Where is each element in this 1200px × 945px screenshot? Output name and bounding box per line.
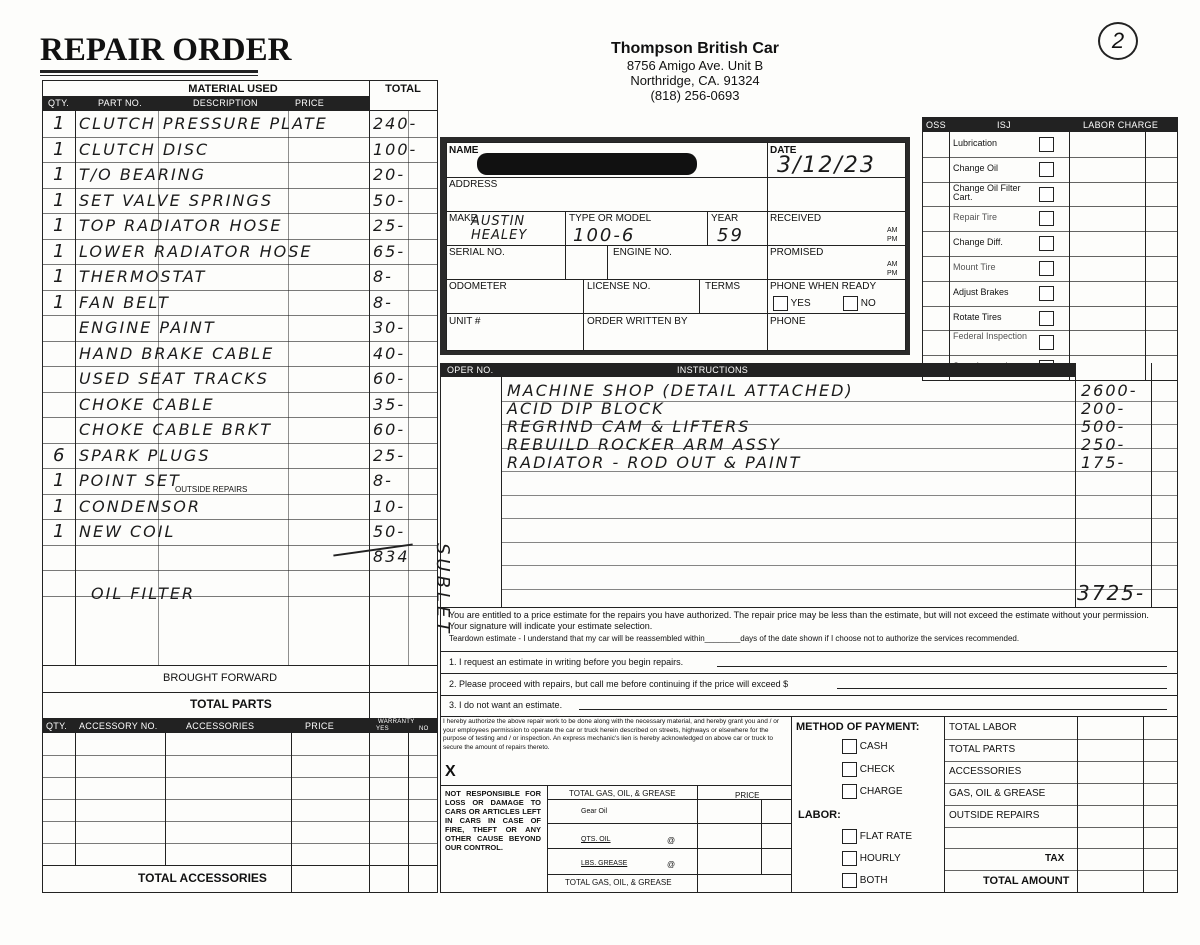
- year-value: 59: [717, 225, 744, 246]
- material-qty: 1: [53, 521, 67, 542]
- outside-repairs-label: OUTSIDE REPAIRS: [175, 485, 248, 494]
- total-parts-label: TOTAL PARTS: [949, 743, 1016, 755]
- material-description: CHOKE CABLE: [79, 394, 215, 414]
- charge-option[interactable]: [842, 784, 903, 799]
- license-label: LICENSE NO.: [587, 281, 651, 292]
- material-total: 10-: [373, 496, 406, 516]
- totals-row-line: [945, 870, 1177, 871]
- services-panel: [922, 117, 1178, 381]
- shop-city: Northridge, CA. 91324: [630, 73, 760, 88]
- material-total: 20-: [373, 165, 406, 184]
- shop-name: Thompson British Car: [610, 40, 779, 57]
- service-label: Adjust Brakes: [953, 286, 1009, 297]
- lbs-grease-label: LBS. GREASE: [581, 860, 628, 867]
- material-description: THERMOSTAT: [79, 267, 207, 286]
- odometer-label: ODOMETER: [449, 281, 507, 292]
- hourly-checkbox[interactable]: [842, 851, 857, 866]
- phone-ready-label: PHONE WHEN READY: [770, 281, 877, 292]
- signature-x: X: [445, 763, 456, 780]
- phone-ready-yes[interactable]: [773, 296, 811, 311]
- material-row-line: [43, 188, 437, 189]
- material-qty: 1: [53, 138, 67, 160]
- material-qty: 1: [53, 266, 67, 287]
- total-accessories-label: ACCESSORIES: [949, 765, 1022, 777]
- instruction-row-line: [501, 518, 1177, 519]
- totals-row-line: [945, 827, 1177, 828]
- material-total: 8-: [373, 471, 393, 490]
- material-description: T/O BEARING: [79, 165, 207, 184]
- acc-col-name: ACCESSORIES: [186, 721, 255, 731]
- authorization-text: I hereby authorize the above repair work to be done along with the necessary material, and hereby grant you and / or your employees permission to operate the car or truck herein described on streets, highways or elsewhere for the purpose of testing and / or inspection. An express mechanic's lien is hereby acknowledged on above car or truck to secure the amount of repairs thereto.: [443, 718, 780, 751]
- acc-col-warranty: WARRANTY: [378, 719, 415, 725]
- material-row-line: [43, 468, 437, 469]
- service-checkbox[interactable]: [1039, 236, 1054, 251]
- title-underline: [40, 70, 258, 73]
- instructions-header: [441, 363, 1075, 377]
- both-option[interactable]: [842, 873, 888, 888]
- material-total: 40-: [373, 343, 406, 363]
- brought-forward-label: BROUGHT FORWARD: [163, 672, 278, 684]
- name-redaction: [477, 153, 697, 175]
- material-total: 8-: [373, 267, 393, 286]
- promised-label: PROMISED: [770, 247, 824, 258]
- material-description: POINT SET: [79, 471, 181, 490]
- unit-label: UNIT #: [449, 316, 481, 327]
- shop-header: [560, 40, 830, 103]
- date-value: 3/12/23: [777, 153, 876, 178]
- oss-label: OSS: [926, 120, 946, 130]
- material-qty: 1: [53, 164, 67, 185]
- form-title: REPAIR ORDER: [40, 32, 292, 68]
- accessory-row-line: [43, 755, 437, 756]
- material-qty: 1: [53, 189, 67, 211]
- service-row-line: [923, 281, 1177, 282]
- payment-box: [790, 716, 945, 893]
- page-number: [1098, 22, 1138, 60]
- material-row-line: [43, 366, 437, 367]
- instruction-row-line: [501, 495, 1177, 496]
- material-description: SPARK PLUGS: [79, 445, 211, 465]
- service-checkbox[interactable]: [1039, 211, 1054, 226]
- material-section-title: MATERIAL USED: [188, 83, 278, 95]
- phone-ready-no[interactable]: [843, 296, 876, 311]
- service-checkbox[interactable]: [1039, 261, 1054, 276]
- instruction-text: MACHINE SHOP (DETAIL ATTACHED): [507, 381, 854, 400]
- material-description: SET VALVE SPRINGS: [79, 190, 273, 210]
- material-description: NEW COIL: [79, 522, 176, 541]
- totals-row-line: [945, 848, 1177, 849]
- qts-oil-at: @: [667, 836, 676, 845]
- material-total: 100-: [373, 139, 418, 159]
- page-number-text: 2: [1111, 28, 1125, 53]
- material-row-line: [43, 519, 437, 520]
- material-description: HAND BRAKE CABLE: [79, 343, 275, 363]
- material-description: CLUTCH DISC: [79, 139, 210, 159]
- material-row-line: [43, 290, 437, 291]
- material-total: 60-: [373, 369, 406, 388]
- flat-rate-option[interactable]: [842, 829, 912, 844]
- check-checkbox[interactable]: [842, 762, 857, 777]
- estimate-section: [440, 607, 1178, 717]
- service-label: Repair Tire: [953, 212, 998, 223]
- material-description: CONDENSOR: [79, 496, 201, 516]
- instruction-amount: 2600-: [1081, 381, 1138, 400]
- promised-am: AM: [887, 261, 898, 268]
- service-label: Lubrication: [953, 138, 998, 148]
- material-description: ENGINE PAINT: [79, 318, 216, 337]
- customer-box: [440, 137, 910, 355]
- oil-filter-item: OIL FILTER: [91, 584, 196, 603]
- material-qty: 1: [53, 495, 67, 517]
- cash-label: CASH: [859, 741, 888, 753]
- instruction-row-line: [501, 542, 1177, 543]
- material-row-line: [43, 341, 437, 342]
- service-checkbox[interactable]: [1039, 335, 1054, 350]
- material-description: CLUTCH PRESSURE PLATE: [79, 114, 328, 133]
- accessory-row-line: [43, 777, 437, 778]
- instruction-amount: 175-: [1081, 453, 1126, 472]
- estimate-option2: 2. Please proceed with repairs, but call me before continuing if the price will exceed $: [449, 679, 789, 689]
- material-table: [42, 80, 438, 722]
- accessory-row-line: [43, 821, 437, 822]
- check-label: CHECK: [859, 764, 895, 776]
- total-labor-label: TOTAL LABOR: [949, 722, 1017, 733]
- charge-checkbox[interactable]: [842, 784, 857, 799]
- total-gas-label: GAS, OIL & GREASE: [949, 787, 1046, 799]
- accessories-table: [42, 718, 438, 893]
- material-total: 8-: [373, 292, 393, 312]
- phone-label: PHONE: [770, 316, 806, 327]
- name-label: NAME: [449, 145, 479, 156]
- service-label: Change Oil: [953, 162, 999, 173]
- material-total: 35-: [373, 394, 406, 414]
- instruction-amount: 200-: [1081, 399, 1126, 418]
- received-am: AM: [887, 227, 898, 234]
- material-total: 50-: [373, 190, 406, 210]
- check-option[interactable]: [842, 762, 895, 777]
- material-description: LOWER RADIATOR HOSE: [79, 241, 313, 261]
- service-checkbox[interactable]: [1039, 311, 1054, 326]
- total-outside-label: OUTSIDE REPAIRS: [949, 809, 1040, 821]
- flat-rate-checkbox[interactable]: [842, 829, 857, 844]
- material-description: CHOKE CABLE BRKT: [79, 420, 273, 439]
- oper-no-label: OPER NO.: [447, 365, 494, 375]
- col-qty: QTY.: [48, 98, 70, 108]
- yes-label: YES: [790, 298, 811, 310]
- total-accessories-label: TOTAL ACCESSORIES: [138, 871, 267, 885]
- material-row-line: [43, 570, 437, 571]
- material-row-line: [43, 137, 437, 138]
- material-description: FAN BELT: [79, 292, 170, 312]
- shop-address: 8756 Amigo Ave. Unit B: [626, 58, 764, 73]
- material-row-line: [43, 239, 437, 240]
- material-row-line: [43, 417, 437, 418]
- accessory-row-line: [43, 799, 437, 800]
- make-value: AUSTIN HEALEY: [471, 214, 528, 243]
- instructions-label: INSTRUCTIONS: [677, 365, 749, 375]
- charge-label: CHARGE: [859, 786, 903, 798]
- total-parts-label: TOTAL PARTS: [190, 697, 272, 711]
- service-row-line: [923, 231, 1177, 232]
- address-label: ADDRESS: [449, 179, 498, 190]
- col-description: DESCRIPTION: [193, 98, 258, 108]
- material-total: 60-: [373, 420, 406, 439]
- acc-col-no: ACCESSORY NO.: [79, 721, 158, 731]
- material-total: 65-: [373, 241, 406, 261]
- estimate-option1: 1. I request an estimate in writing before you begin repairs.: [449, 657, 684, 667]
- service-row-line: [923, 355, 1177, 356]
- acc-warranty-yes: YES: [376, 726, 389, 732]
- totals-row-line: [945, 761, 1177, 762]
- service-label: Mount Tire: [953, 262, 996, 272]
- engine-label: ENGINE NO.: [613, 247, 672, 258]
- acc-col-qty: QTY.: [46, 721, 68, 731]
- both-label: BOTH: [859, 875, 888, 887]
- material-qty: 1: [53, 113, 67, 134]
- totals-row-line: [945, 739, 1177, 740]
- accessory-row-line: [43, 843, 437, 844]
- disclaimer-text: NOT RESPONSIBLE FOR LOSS OR DAMAGE TO CARS OR ARTICLES LEFT IN CARS IN CASE OF FIRE, THEFT OR ANY OTHER CAUSE BEYOND OUR CONTROL.: [445, 789, 541, 852]
- qts-oil-label: QTS. OIL: [581, 836, 611, 843]
- totals-row-line: [945, 783, 1177, 784]
- instruction-row-line: [501, 565, 1177, 566]
- title-underline-thin: [40, 75, 258, 76]
- acc-col-price: PRICE: [305, 721, 335, 731]
- material-description: TOP RADIATOR HOSE: [79, 216, 283, 235]
- cash-checkbox[interactable]: [842, 739, 857, 754]
- material-row-line: [43, 213, 437, 214]
- service-checkbox[interactable]: [1039, 137, 1054, 152]
- totals-row-line: [945, 805, 1177, 806]
- col-part-no: PART NO.: [98, 98, 142, 108]
- service-row-line: [923, 206, 1177, 207]
- total-amount-label: TOTAL AMOUNT: [983, 875, 1070, 888]
- estimate-para1: You are entitled to a price estimate for the repairs you have authorized. The repair price may be less than the estimate, but will not exceed the estimate without your permission. Your signature will indicate your estimate selection.: [449, 610, 1149, 631]
- gas-header: TOTAL GAS, OIL, & GREASE: [569, 789, 676, 798]
- labor-charge-label: LABOR CHARGE: [1083, 120, 1159, 130]
- gas-price-header: PRICE: [735, 791, 760, 800]
- no-checkbox[interactable]: [843, 296, 858, 311]
- sublet-label: SUBLET: [432, 543, 453, 637]
- instruction-amount: 250-: [1081, 435, 1126, 454]
- date-label: DATE: [770, 145, 797, 156]
- instruction-text: ACID DIP BLOCK: [507, 399, 665, 418]
- material-qty: 6: [53, 444, 67, 466]
- estimate-option3: 3. I do not want an estimate.: [449, 700, 563, 710]
- material-row-line: [43, 392, 437, 393]
- service-row-line: [923, 256, 1177, 257]
- material-description: USED SEAT TRACKS: [79, 369, 269, 388]
- material-subtotal: 834: [373, 546, 410, 566]
- material-total: 25-: [373, 216, 406, 235]
- instruction-text: REGRIND CAM & LIFTERS: [507, 417, 751, 436]
- labor-title: LABOR:: [798, 809, 841, 821]
- flat-rate-label: FLAT RATE: [859, 831, 913, 843]
- material-total: 50-: [373, 522, 406, 541]
- material-row-line: [43, 443, 437, 444]
- gear-oil-label: Gear Oil: [581, 808, 608, 815]
- material-row-line: [43, 162, 437, 163]
- payment-title: METHOD OF PAYMENT:: [796, 721, 920, 733]
- instruction-row-line: [501, 589, 1177, 590]
- service-label: Federal Inspection: [953, 331, 1028, 342]
- instruction-amount: 500-: [1081, 417, 1126, 436]
- service-label: Change Oil Filter Cart.: [953, 182, 1021, 202]
- service-label: Rotate Tires: [953, 311, 1002, 322]
- service-checkbox[interactable]: [1039, 187, 1054, 202]
- material-qty: 1: [53, 291, 67, 313]
- service-label: Change Diff.: [953, 237, 1003, 248]
- type-label: TYPE OR MODEL: [569, 213, 652, 224]
- material-qty: 1: [53, 215, 67, 236]
- promised-pm: PM: [887, 270, 898, 277]
- instruction-text: RADIATOR - ROD OUT & PAINT: [507, 453, 802, 472]
- material-total: 240-: [373, 114, 418, 133]
- isj-label: ISJ: [997, 120, 1011, 130]
- service-checkbox[interactable]: [1039, 162, 1054, 177]
- type-value: 100-6: [573, 225, 636, 246]
- written-by-label: ORDER WRITTEN BY: [587, 316, 688, 327]
- accessories-header-row: [43, 719, 437, 733]
- year-label: YEAR: [711, 213, 739, 224]
- acc-warranty-no: NO: [419, 726, 429, 732]
- terms-label: TERMS: [705, 281, 740, 292]
- cash-option[interactable]: [842, 739, 888, 754]
- totals-box: [944, 716, 1178, 893]
- total-tax-label: TAX: [1045, 853, 1065, 865]
- hourly-label: HOURLY: [859, 853, 901, 865]
- material-row-line: [43, 545, 437, 546]
- service-row-line: [923, 306, 1177, 307]
- lbs-grease-at: @: [667, 860, 676, 869]
- serial-label: SERIAL NO.: [449, 247, 505, 258]
- authorization-box: [440, 716, 792, 893]
- estimate-para2: Teardown estimate - I understand that my car will be reassembled within________days of the date shown if I choose not to authorize the services recommended.: [449, 634, 1020, 643]
- make-label: MAKE: [449, 213, 478, 224]
- hourly-option[interactable]: [842, 851, 901, 866]
- gas-footer: TOTAL GAS, OIL, & GREASE: [565, 878, 672, 887]
- material-row-line: [43, 315, 437, 316]
- material-row-line: [43, 264, 437, 265]
- material-total: 25-: [373, 445, 406, 465]
- no-label: NO: [860, 298, 876, 310]
- material-qty: 1: [53, 470, 67, 491]
- instructions-total: 3725-: [1077, 581, 1146, 605]
- services-header: [923, 118, 1177, 132]
- material-header-row: [43, 96, 369, 110]
- material-total-header: TOTAL: [385, 83, 421, 95]
- yes-checkbox[interactable]: [773, 296, 788, 311]
- material-qty: 1: [53, 240, 67, 262]
- material-total: 30-: [373, 318, 406, 337]
- shop-phone: (818) 256-0693: [650, 88, 740, 103]
- service-row-line: [923, 157, 1177, 158]
- received-label: RECEIVED: [770, 213, 822, 224]
- col-price: PRICE: [295, 98, 325, 108]
- service-checkbox[interactable]: [1039, 286, 1054, 301]
- received-pm: PM: [887, 236, 898, 243]
- instruction-text: REBUILD ROCKER ARM ASSY: [507, 435, 782, 454]
- both-checkbox[interactable]: [842, 873, 857, 888]
